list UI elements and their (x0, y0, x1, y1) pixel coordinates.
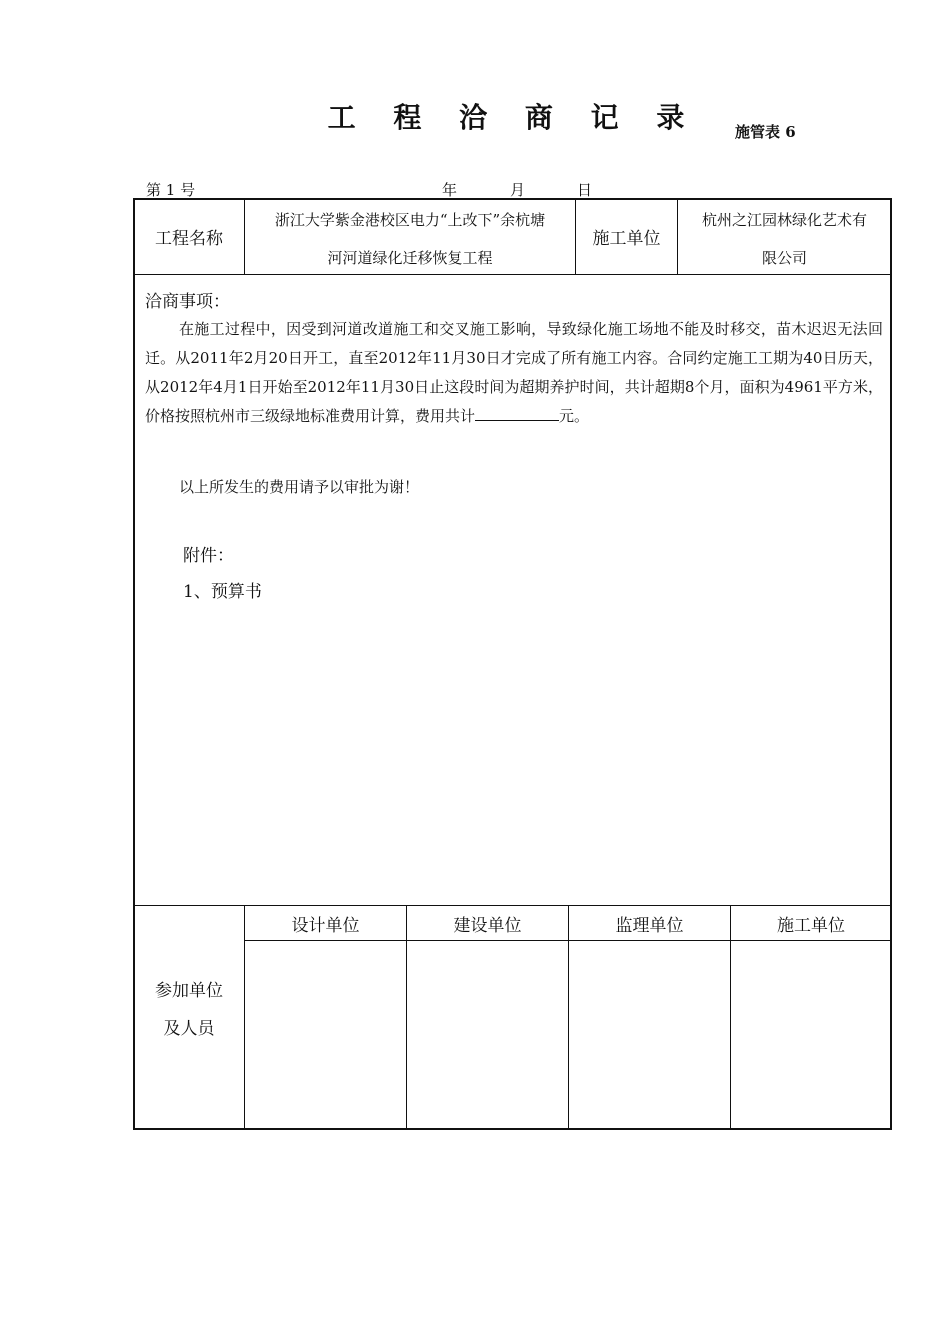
date-year: 年 (442, 181, 458, 199)
approval-request: 以上所发生的费用请予以审批为谢！ (179, 478, 420, 496)
signature-cell-contractor[interactable] (731, 941, 891, 1129)
date-month: 月 (510, 181, 526, 199)
participants-label-line-1: 参加单位 (155, 981, 223, 1001)
attachments-label: 附件： (183, 546, 234, 566)
project-name-label: 工程名称 (155, 229, 223, 249)
signature-cell-designer[interactable] (245, 941, 406, 1129)
attachment-item: 1、预算书 (183, 582, 262, 602)
contractor-label: 施工单位 (592, 229, 661, 249)
column-head-owner: 建设单位 (453, 915, 522, 936)
column-head-contractor: 施工单位 (777, 915, 845, 936)
negotiation-heading: 洽商事项： (145, 292, 230, 312)
participants-label-line-2: 及人员 (163, 1019, 215, 1039)
date-day: 日 (577, 181, 593, 199)
column-head-supervisor: 监理单位 (615, 915, 684, 936)
negotiation-paragraph (145, 315, 883, 431)
project-name-line-2: 河河道绿化迁移恢复工程 (327, 249, 493, 267)
document-number: 第 1 号 (146, 181, 196, 199)
document-title: 工 程 洽 商 记 录 (327, 101, 699, 134)
amount-blank (475, 406, 559, 421)
contractor-name-line-2: 限公司 (761, 249, 807, 267)
signature-cell-owner[interactable] (407, 941, 568, 1129)
row-divider-project (134, 274, 891, 275)
contractor-name-line-1: 杭州之江园林绿化艺术有 (701, 211, 867, 229)
signature-cell-supervisor[interactable] (569, 941, 730, 1129)
project-name-line-1: 浙江大学紫金港校区电力“上改下”余杭塘 (274, 211, 546, 229)
column-head-designer: 设计单位 (291, 915, 360, 936)
negotiation-paragraph-text: 在施工过程中，因受到河道改道施工和交叉施工影响，导致绿化施工场地不能及时移交，苗木迟迟无法回迁。从2011年2月20日开工，直至2012年11月30日才完成了所有施工内容。合同约定施工工期为40日历天，从2012年4月1日开始至2012年11月30日止这段时间为超期养护时间，共计超期8个月，面积为4961平方米，价格按照杭州市三级绿地标准费用计算，费用共计 (145, 320, 883, 425)
form-code: 施管表 6 (735, 123, 796, 141)
negotiation-paragraph-end: 元。 (559, 407, 590, 425)
participants-label (134, 970, 244, 1050)
